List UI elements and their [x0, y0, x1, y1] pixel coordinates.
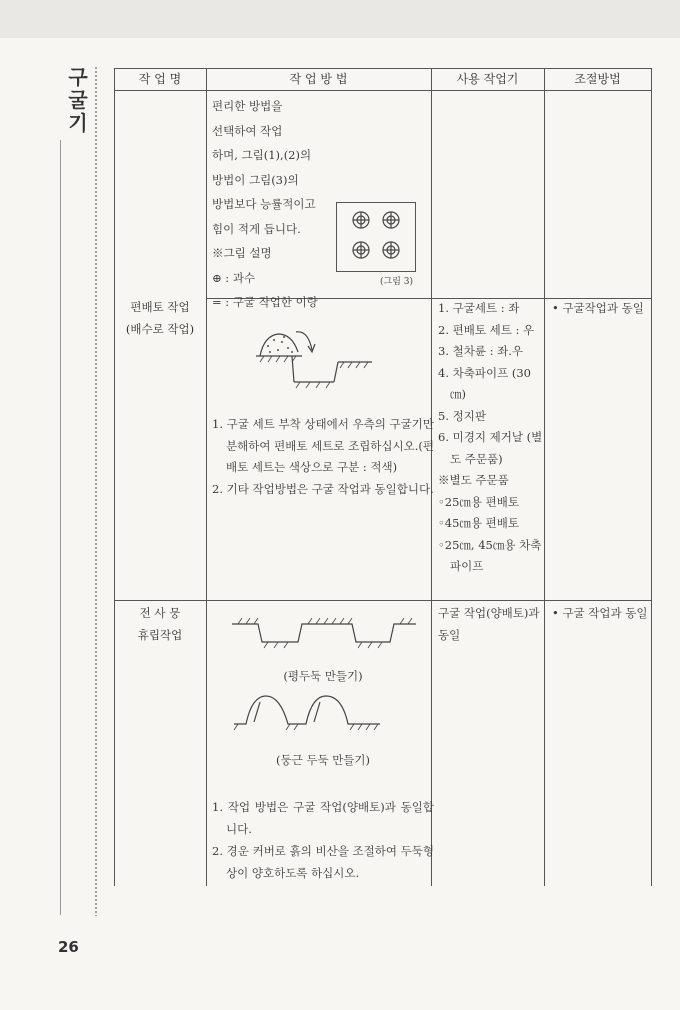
method-line: ⊕ : 과수 [212, 270, 256, 285]
method-line: 선택하여 작업 [212, 123, 283, 138]
work-name-line: (배수로 작업) [125, 322, 195, 336]
table-header-rule [114, 90, 652, 91]
page-number: 26 [58, 938, 79, 956]
flat-ridge-diagram [228, 616, 418, 656]
round-ridge-caption: (둥근 두둑 만들기) [275, 753, 371, 767]
row2-method [212, 414, 434, 500]
row2-work-name [114, 296, 206, 340]
header-adjustment: 조절방법 [574, 72, 621, 86]
method-line: 편리한 방법을 [212, 99, 283, 113]
tool-item: 2. 편배토 세트 : 우 [438, 322, 535, 337]
method-line: = : 구굴 작업한 이랑 [212, 295, 318, 309]
tool-item: ◦25㎝, 45㎝용 차축파이프 [438, 537, 542, 573]
side-dotted-border [94, 66, 98, 916]
method-line: ※그림 설명 [212, 246, 272, 260]
table-row-rule [114, 600, 652, 601]
work-name-line: 휴립작업 [137, 628, 183, 642]
tool-item: ◦45㎝용 편배토 [438, 516, 520, 530]
work-name-line: 편배토 작업 [130, 300, 190, 314]
method-line: 힘이 적게 듭니다. [212, 221, 301, 236]
method-line: 방법보다 능률적이고 [212, 197, 316, 211]
method-line: 하며, 그림(1),(2)의 [212, 148, 312, 162]
row3-method [212, 796, 434, 884]
row3-work-name [114, 602, 206, 646]
row2-adjustment: • 구굴작업과 동일 [552, 301, 644, 315]
single-ridge-diagram [254, 322, 384, 394]
row3-adjustment: • 구굴 작업과 동일 [552, 606, 648, 620]
orchard-symbols [337, 203, 415, 271]
tool-item: ◦25㎝용 편배토 [438, 494, 520, 509]
header-tools: 사용 작업기 [456, 72, 519, 86]
tool-item: 4. 차축파이프 (30㎝) [438, 365, 531, 401]
method-item: 1. 구굴 세트 부착 상태에서 우측의 구굴기만 분해하여 편배토 세트로 조립하십시오.(편배토 세트는 색상으로 구분 : 적색) [212, 417, 434, 474]
work-name-line: 전 사 뭉 [139, 606, 181, 620]
row1-method [212, 94, 337, 315]
row3-tools: 구굴 작업(양배토)과 동일 [438, 606, 540, 642]
method-line: 방법이 그림(3)의 [212, 172, 299, 187]
table-col-divider [206, 68, 207, 886]
tool-item: 3. 철차륜 : 좌.우 [438, 344, 524, 358]
work-method-table [114, 68, 652, 886]
tool-item: 6. 미경지 제거날 (별도 주문품) [438, 430, 543, 466]
tool-item: 5. 정지판 [438, 408, 486, 423]
scan-top-band [0, 0, 680, 38]
figure-3-box [336, 202, 416, 272]
tool-item: ※별도 주문품 [438, 473, 509, 487]
table-border-left [114, 68, 115, 886]
tool-item: 1. 구굴세트 : 좌 [438, 301, 520, 315]
header-work-method: 작 업 방 법 [289, 72, 348, 86]
method-item: 1. 작업 방법은 구굴 작업(양배토)과 동일합니다. [212, 800, 434, 836]
flat-ridge-caption: (평두둑 만들기) [283, 669, 363, 683]
method-item: 2. 경운 커버로 흙의 비산을 조절하여 두둑형상이 양호하도록 하십시오. [212, 844, 434, 880]
header-work-name: 작 업 명 [138, 72, 182, 86]
side-section-title: 구굴기 [68, 65, 88, 135]
figure-3-caption: (그림 3) [380, 277, 413, 287]
round-ridge-diagram [230, 692, 420, 742]
side-rule [60, 140, 61, 915]
row2-tools [438, 298, 546, 578]
table-border-right [651, 68, 652, 886]
method-item: 2. 기타 작업방법은 구굴 작업과 동일합니다. [212, 481, 434, 496]
